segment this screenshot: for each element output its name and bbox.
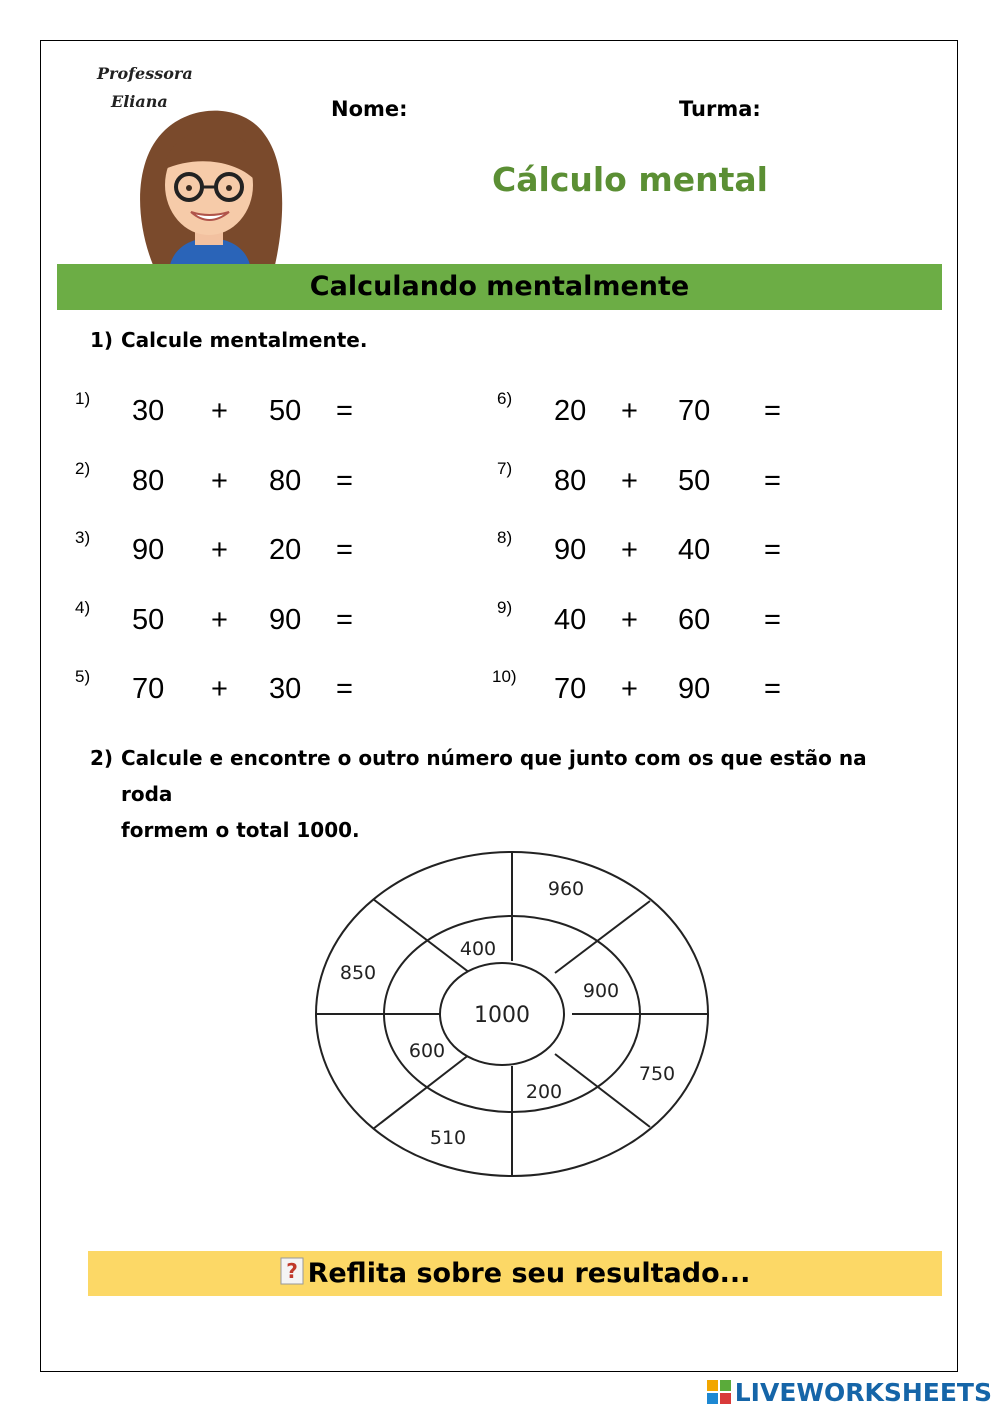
question-2-line2: formem o total 1000. (121, 818, 360, 842)
operand-a: 20 (554, 395, 587, 427)
exercise-number: 4) (75, 598, 91, 617)
operand-a: 90 (132, 534, 165, 566)
plus-sign: + (621, 673, 638, 705)
exercise-number: 7) (497, 459, 513, 478)
wheel-outer-value: 850 (339, 962, 377, 984)
question-1-text: Calcule mentalmente. (121, 328, 368, 352)
wheel-inner-value: 400 (459, 938, 497, 960)
avatar-illustration (125, 100, 293, 265)
wheel-outer-value: 510 (429, 1127, 467, 1149)
wheel-center-value: 1000 (474, 1003, 530, 1028)
equals-sign: = (336, 673, 353, 705)
liveworksheets-brand (707, 1378, 992, 1407)
operand-a: 70 (132, 673, 165, 705)
number-wheel (310, 845, 715, 1185)
exercise-number: 10) (492, 667, 517, 686)
operand-a: 50 (132, 604, 165, 636)
operand-b: 50 (269, 395, 302, 427)
operand-a: 90 (554, 534, 587, 566)
operand-a: 40 (554, 604, 587, 636)
reflection-banner (88, 1251, 942, 1296)
equals-sign: = (764, 673, 781, 705)
equals-sign: = (764, 395, 781, 427)
plus-sign: + (211, 534, 228, 566)
operand-a: 30 (132, 395, 165, 427)
liveworksheets-brand-text: LIVEWORKSHEETS (734, 1378, 992, 1407)
wheel-inner-value: 600 (408, 1040, 446, 1062)
wheel-inner-value: 200 (525, 1081, 563, 1103)
plus-sign: + (621, 604, 638, 636)
operand-b: 60 (678, 604, 711, 636)
operand-b: 50 (678, 465, 711, 497)
name-label: Nome: (331, 97, 408, 121)
class-label: Turma: (679, 97, 761, 121)
equals-sign: = (336, 604, 353, 636)
equals-sign: = (336, 534, 353, 566)
operand-a: 80 (132, 465, 165, 497)
equals-sign: = (764, 604, 781, 636)
exercise-number: 3) (75, 528, 91, 547)
plus-sign: + (211, 465, 228, 497)
section-title-bar: Calculando mentalmente (57, 264, 942, 310)
exercise-number: 8) (497, 528, 513, 547)
wheel-outer-value: 750 (638, 1063, 676, 1085)
page-title: Cálculo mental (492, 160, 768, 199)
question-2-line1: Calcule e encontre o outro número que junto com os que estão na roda (121, 746, 867, 806)
liveworksheets-logo-icon (707, 1380, 731, 1404)
exercise-number: 6) (497, 389, 513, 408)
operand-a: 80 (554, 465, 587, 497)
plus-sign: + (621, 534, 638, 566)
question-1 (90, 322, 921, 358)
operand-b: 90 (269, 604, 302, 636)
operand-a: 70 (554, 673, 587, 705)
plus-sign: + (621, 395, 638, 427)
exercise-number: 9) (497, 598, 513, 617)
reflection-text: Reflita sobre seu resultado... (307, 1258, 751, 1289)
plus-sign: + (621, 465, 638, 497)
svg-text:?: ? (285, 1259, 298, 1283)
wheel-outer-value: 960 (547, 878, 585, 900)
operand-b: 90 (678, 673, 711, 705)
plus-sign: + (211, 395, 228, 427)
equals-sign: = (764, 534, 781, 566)
question-2 (90, 740, 921, 848)
plus-sign: + (211, 673, 228, 705)
plus-sign: + (211, 604, 228, 636)
question-mark-icon (280, 1257, 304, 1285)
exercise-number: 1) (75, 389, 91, 408)
wheel-inner-value: 900 (582, 980, 620, 1002)
operand-b: 30 (269, 673, 302, 705)
equals-sign: = (336, 465, 353, 497)
operand-b: 20 (269, 534, 302, 566)
operand-b: 80 (269, 465, 302, 497)
question-1-number: 1) (90, 328, 114, 352)
operand-b: 70 (678, 395, 711, 427)
teacher-signature-line2: Eliana (111, 92, 168, 111)
operand-b: 40 (678, 534, 711, 566)
exercise-number: 5) (75, 667, 91, 686)
question-2-number: 2) (90, 746, 114, 770)
equals-sign: = (764, 465, 781, 497)
teacher-signature-line1: Professora (97, 64, 193, 83)
equals-sign: = (336, 395, 353, 427)
exercise-number: 2) (75, 459, 91, 478)
